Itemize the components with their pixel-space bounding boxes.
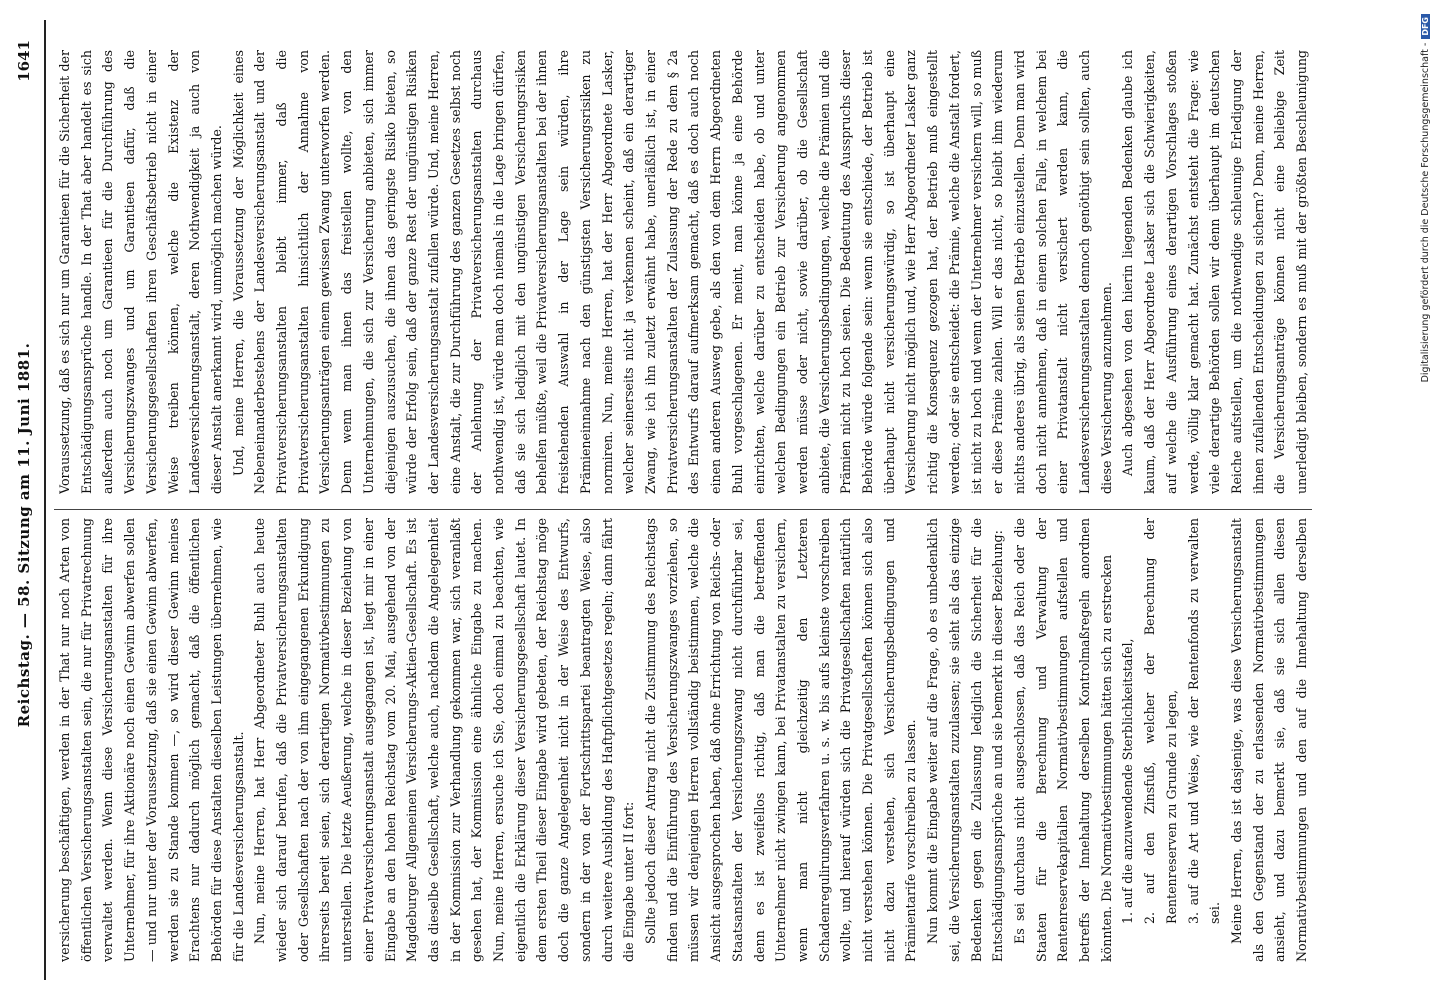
header-rule <box>44 20 46 980</box>
credit-text: Digitalisierung gefördert durch die Deutsche Forschungsgemeinschaft - <box>1420 42 1431 383</box>
page-number: 1641 <box>15 40 33 82</box>
paragraph: Nun kommt die Eingabe weiter auf die Frage, ob es unbedenklich sei, die Versicherungsanstalten zuzulassen; sie sieht als das einzige Bedenken gegen die Zulassung lediglich die Sicherheit für die Entschädigungsansprüche an und sie bemerkt in dieser Beziehung: <box>925 518 1006 962</box>
paragraph: Auch abgesehen von den hierin liegenden Bedenken glaube ich kaum, daß der Herr Abgeordnete Lasker sich die Schwierigkeiten, auf welche die Ausführung eines derartigen Vorschlages stoßen werde, völlig klar gemacht hat. Zunächst entsteht die Frage: wie viele derartige Behörden sollen wir denn überhaupt im deutschen Reiche aufstellen, um die nothwendige schleunige Erledigung der ihnen zufallenden Entscheidungen zu sichern? Denn, meine Herren, die Versicherungsanträge können nicht eine beliebige Zeit unerledigt bleiben, sondern es muß mit der größten Beschleunigung <box>1120 50 1310 494</box>
list-item: 3. auf die Art und Weise, wie der Rentenfonds zu verwalten sei. <box>1185 518 1223 924</box>
paragraph: Meine Herren, das ist dasjenige, was diese Versicherungsanstalt als den Gegenstand der zu erlassenden Normativbestimmungen ansieht, und dazu bemerkt sie, daß sie sich allen diesen Normativbestimmungen und den auf die Innehaltung derselben <box>1228 518 1310 962</box>
paragraph: Und, meine Herren, die Voraussetzung der Möglichkeit eines Nebeneinanderbestehens der Landesversicherungsanstalt und der Privatversicherungsanstalten bleibt immer, daß die Privatversicherungsanstalten hinsichtlich der Annahme von Versicherungsanträgen einem gewissen Zwang unterworfen werden. Denn wenn man ihnen das freistellen wollte, von den Unternehmungen, die sich zur Versicherung anbieten, sich immer diejenigen auszusuchen, die ihnen das geringste Risiko bieten, so würde der Erfolg sein, daß der ganze Rest der ungünstigen Risiken der Landesversicherungsanstalt zufallen würde. Und, meine Herren, eine Anstalt, die zur Durchführung des ganzen Gesetzes selbst noch der Anlehnung der Privatversicherungsanstalten durchaus nothwendig ist, würde man doch niemals in die Lage bringen dürfen, daß sie sich lediglich mit den ungünstigen Versicherungsrisiken behelfen müßte, weil die Privatversicherungsanstalten bei der ihnen freistehenden Auswahl in der Lage sein würden, ihre Prämieneinnahme nach den günstigsten Versicherungsrisiken zu normiren. Nun, meine Herren, hat der Herr Abgeordnete Lasker, welcher seinerseits nicht ja verkennen scheint, daß ein derartiger Zwang, wie ich ihn zuletzt erwähnt habe, unerläßlich ist, in einer Privatversicherungsanstalten der Zulassung der Rede zu dem § 2a des Entwurfs darauf aufmerksam gemacht, daß es doch auch noch einen anderen Ausweg gebe, als den von dem Herrn Abgeordneten Buhl vorgeschlagenen. Er meint, man könne ja eine Behörde einrichten, welche darüber zu entscheiden habe, ob und unter welchen Bedingungen ein Betrieb zur Versicherung angenommen werden müsse oder nicht, sowie darüber, ob die Gesellschaft anbiete, die Versicherungsbedingungen, welche die Prämien und die Prämien nicht zu hoch seien. Die Bedeutung des Ausspruchs dieser Behörde würde folgende sein: wenn sie entschiede, der Betrieb ist überhaupt nicht versicherungswürdig, so ist überhaupt eine Versicherung nicht möglich und, wie Herr Abgeordneter Lasker ganz richtig die Konsequenz gezogen hat, der Betrieb muß eingestellt werden; oder sie entscheidet: die Prämie, welche die Anstalt fordert, ist nicht zu hoch und wenn der Unternehmer versichern will, so muß er diese Prämie zahlen. Will er das nicht, so bleibt ihm wiederum nichts anderes übrig, als seinen Betrieb einzustellen. Denn man wird doch nicht annehmen, daß in einem solchen Falle, in welchem bei einer Privatanstalt nicht versichert werden kann, die Landesversicherungsanstalten dennoch genöthigt sein sollten, auch diese Versicherung anzunehmen. <box>230 50 1114 494</box>
page-header <box>15 0 45 1000</box>
running-title: Reichstag. — 58. Sitzung am 11. Juni 1881. <box>15 342 33 728</box>
column-divider <box>54 509 1312 510</box>
paragraph: Nun, meine Herren, hat Herr Abgeordneter Buhl auch heute wieder sich darauf berufen, daß die Privatversicherungsanstalten oder Gesellschaften nach der von ihm eingegangenen Erkundigung ihrerseits bereit seien, sich derartigen Normativbestimmungen zu unterstellen. Die letzte Aeußerung, welche in dieser Beziehung von einer Privatversicherungsanstalt ausgegangen ist, liegt mir in einer Eingabe an den hohen Reichstag vom 20. Mai, ausgehend von der Magdeburger Allgemeinen Versicherungs-Aktien-Gesellschaft. Es ist das dieselbe Gesellschaft, welche auch, nachdem die Angelegenheit in der Kommission zur Verhandlung gekommen war, sich veranlaßt gesehen hat, der Kommission eine ähnliche Eingabe zu machen. Nun, meine Herren, ersuche ich Sie, doch einmal zu beachten, wie eigentlich die Erklärung dieser Versicherungsgesellschaft lautet. In dem ersten Theil dieser Eingabe wird gebeten, der Reichstag möge doch die ganze Angelegenheit nicht in der Weise des Entwurfs, sondern in der von der Fortschrittspartei beantragten Weise, also durch weitere Ausbildung des Haftpflichtgesetzes regeln; dann fährt die Eingabe unter II fort: <box>252 518 637 962</box>
quoted-paragraph: Es sei durchaus nicht ausgeschlossen, daß das Reich oder die Staaten für die Berechnung und Verwaltung der Rentenreservekapitalien Normativbestimmungen aufstellen und betreffs der Innehaltung derselben Kontrolmaßregeln anordnen könnten. Die Normativbestimmungen hätten sich zu erstrecken <box>1011 518 1114 962</box>
list-item: 2. auf den Zinsfuß, welcher der Berechnung der Rentenreserven zu Grunde zu legen, <box>1142 518 1179 924</box>
dfg-logo: DFG <box>1421 14 1430 39</box>
left-column <box>54 518 1312 962</box>
funding-credit <box>1420 14 1431 382</box>
quoted-paragraph: Sollte jedoch dieser Antrag nicht die Zustimmung des Reichstags finden und die Einführung des Versicherungszwanges vorziehen, so müssen wir denjenigen Herren vollständig beistimmen, welche die Ansicht ausgesprochen haben, daß ohne Errichtung von Reichs- oder Staatsanstalten der Versicherungszwang nicht durchführbar sei, denn es ist zweifellos richtig, daß man die betreffenden Unternehmer nicht zwingen kann, bei Privatanstalten zu versichern, wenn man nicht gleichzeitig den Letzteren Schadenregulirungsverfahren u. s. w. bis aufs kleinste vorschreiben wollte, und hierauf würden sich die Privatgesellschaften natürlich nicht verstehen können. Die Privatgesellschaften können sich also nicht dazu verstehen, sich Versicherungsbedingungen und Prämientarife vorschreiben zu lassen. <box>642 518 919 962</box>
paragraph: versicherung beschäftigen, werden in der That nur noch Arten von öffentlichen Versicherungsanstalten sein, die nur für Privatrechnung verwaltet werden. Wenn diese Versicherungsanstalten für ihre Unternehmer, für ihre Aktionäre noch einen Gewinn abwerfen sollen — und nur unter der Voraussetzung, daß sie einen Gewinn abwerfen, werden sie zu Stande kommen —, so wird dieser Gewinn meines Erachtens nur dadurch möglich gemacht, daß die öffentlichen Behörden für diese Anstalten dieselben Leistungen übernehmen, wie für die Landesversicherungsanstalt. <box>57 518 246 962</box>
paragraph: Voraussetzung, daß es sich nur um Garantieen für die Sicherheit der Entschädigungsansprüche handle. In der That aber handelt es sich außerdem auch noch um Garantieen für die Durchführung des Versicherungszwanges und um Garantieen dafür, daß die Versicherungsgesellschaften ihren Geschäftsbetrieb nicht in einer Weise treiben können, welche die Existenz der Landesversicherungsanstalt, deren Nothwendigkeit ja auch von dieser Anstalt anerkannt wird, unmöglich machen würde. <box>57 50 224 494</box>
list-item: 1. auf die anzuwendende Sterblichkeitstafel, <box>1120 638 1136 924</box>
right-column <box>54 50 1312 494</box>
digitization-footer <box>1420 0 1432 1000</box>
